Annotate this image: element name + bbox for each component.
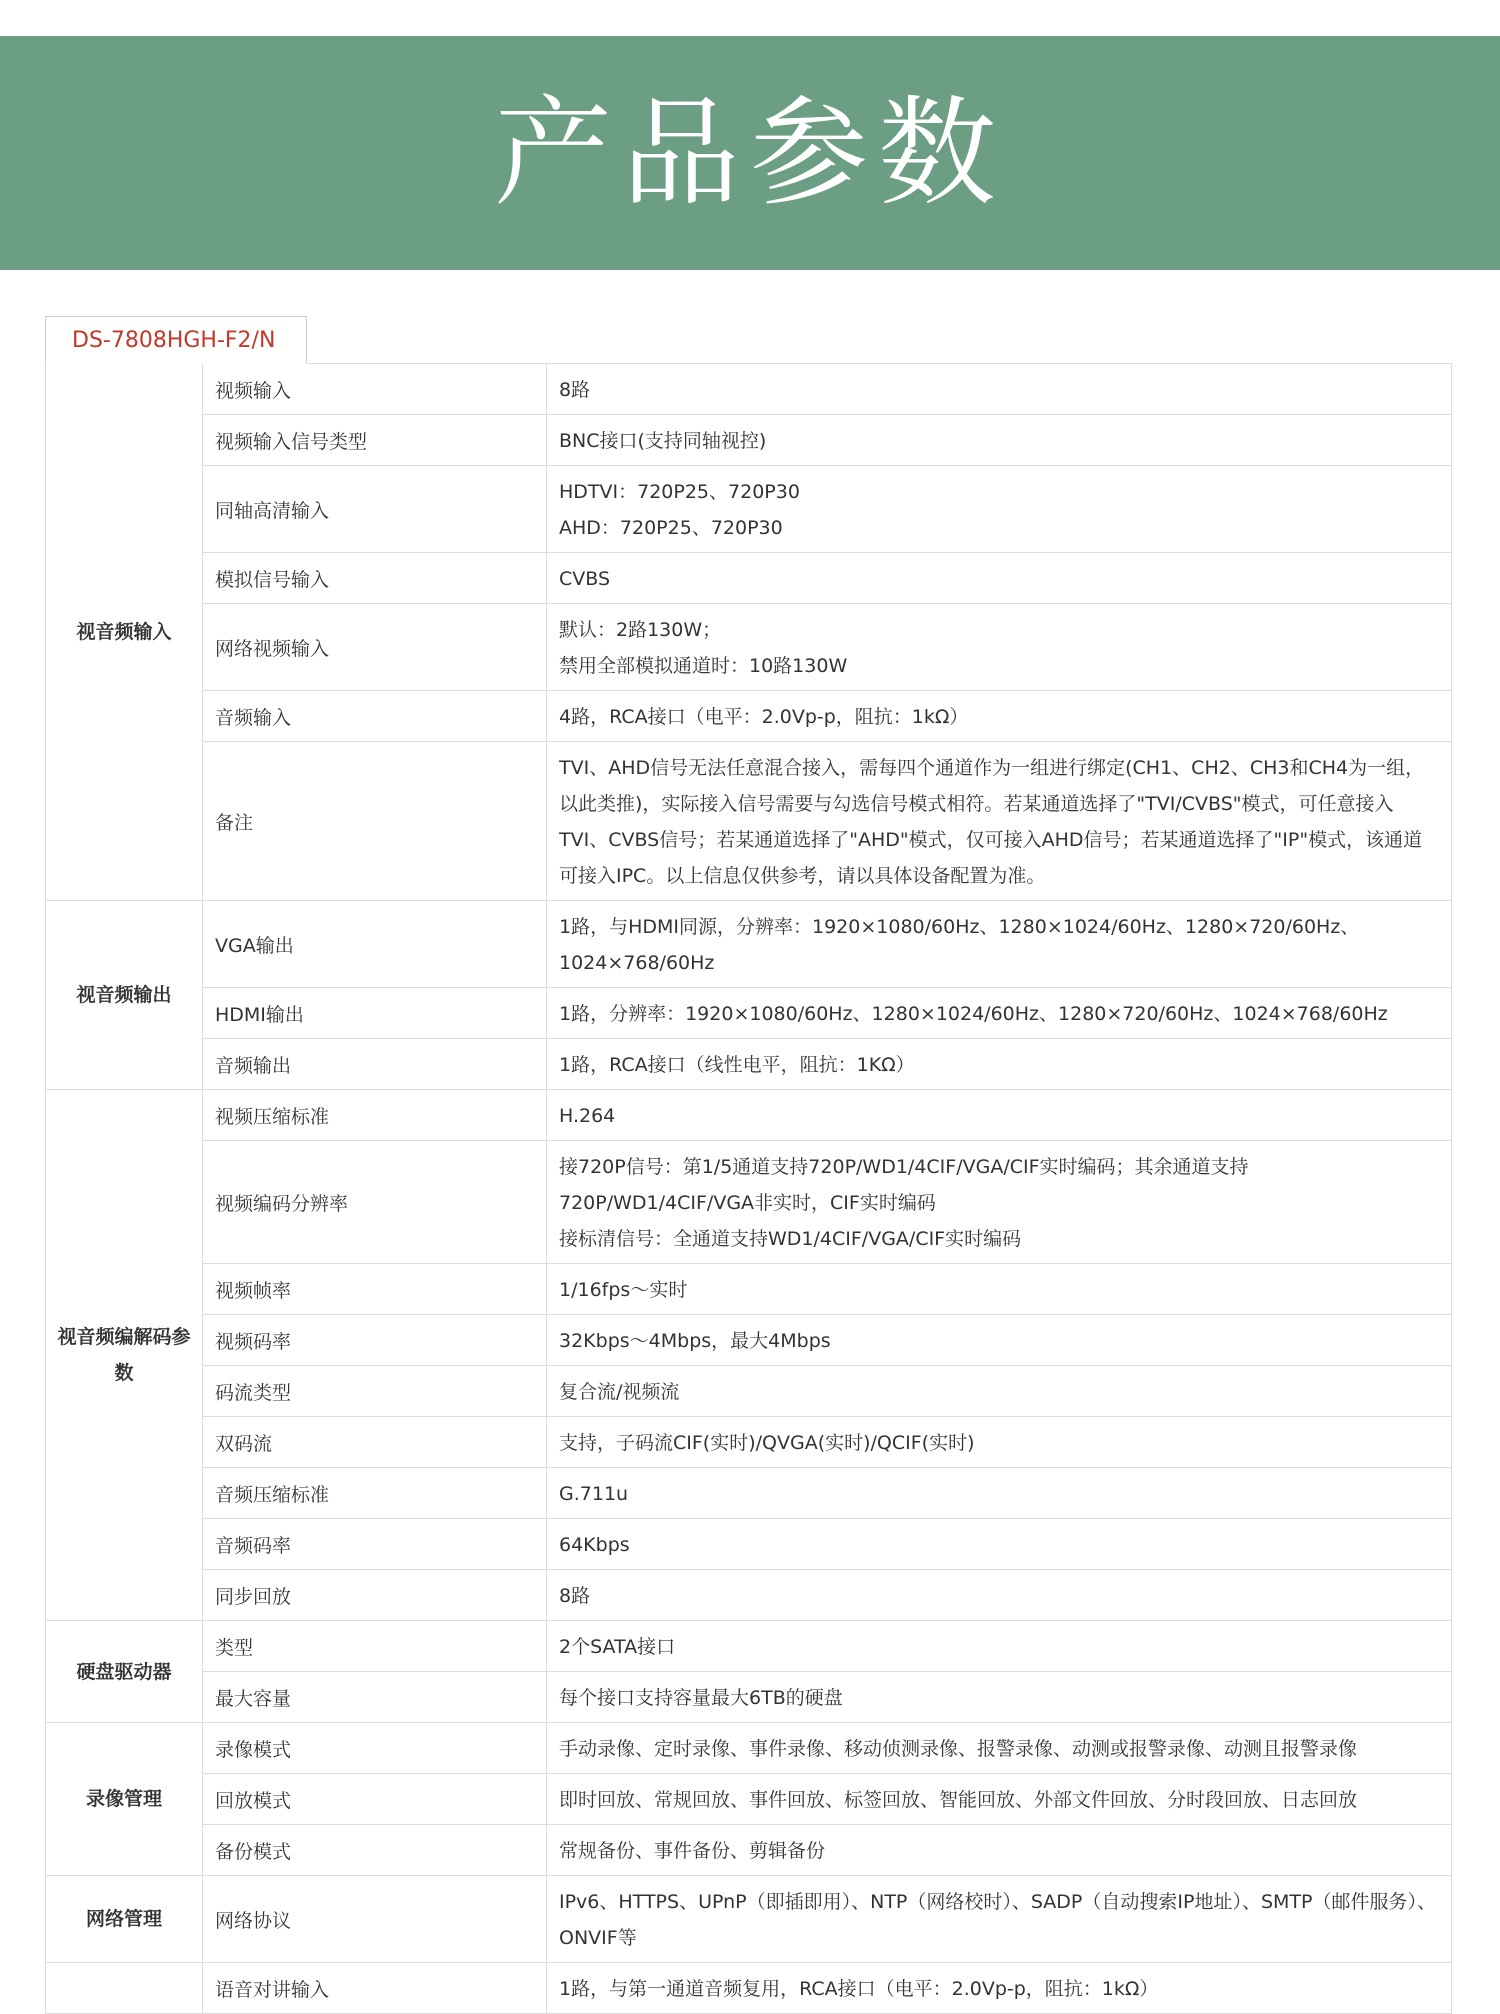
spec-value-line: HDTVI：720P25、720P30	[559, 481, 800, 503]
spec-name: 同步回放	[203, 1570, 547, 1621]
spec-value	[547, 691, 1452, 742]
spec-value	[547, 1774, 1452, 1825]
spec-value	[547, 1621, 1452, 1672]
spec-name: 音频输入	[203, 691, 547, 742]
spec-row	[46, 1825, 1452, 1876]
spec-value	[547, 1723, 1452, 1774]
spec-value-line: 1路，与HDMI同源，分辨率：1920×1080/60Hz、1280×1024/60Hz、1280×720/60Hz、1024×768/60Hz	[559, 916, 1360, 974]
spec-value-line: 禁用全部模拟通道时：10路130W	[559, 655, 848, 677]
spec-name: 视频编码分辨率	[203, 1141, 547, 1264]
spec-value	[547, 415, 1452, 466]
spec-value-line: H.264	[559, 1105, 616, 1127]
spec-value	[547, 1876, 1452, 1963]
spec-value	[547, 1090, 1452, 1141]
spec-value-line: 1/16fps～实时	[559, 1279, 688, 1301]
spec-row	[46, 988, 1452, 1039]
category-cell: 录像管理	[46, 1723, 203, 1876]
spec-row	[46, 1468, 1452, 1519]
spec-row	[46, 1774, 1452, 1825]
spec-row	[46, 1672, 1452, 1723]
spec-value	[547, 604, 1452, 691]
spec-name: VGA输出	[203, 901, 547, 988]
spec-row	[46, 1621, 1452, 1672]
spec-name: 视频帧率	[203, 1264, 547, 1315]
spec-value-line: 2个SATA接口	[559, 1636, 676, 1658]
category-cell: 网络管理	[46, 1876, 203, 1963]
spec-value-line: IPv6、HTTPS、UPnP（即插即用）、NTP（网络校时）、SADP（自动搜索IP地址）、SMTP（邮件服务）、ONVIF等	[559, 1891, 1436, 1949]
spec-value-line: 每个接口支持容量最大6TB的硬盘	[559, 1687, 843, 1709]
spec-value-line: 默认：2路130W；	[559, 619, 722, 641]
spec-row	[46, 604, 1452, 691]
spec-value	[547, 1963, 1452, 2014]
spec-row	[46, 1039, 1452, 1090]
category-cell: 硬盘驱动器	[46, 1621, 203, 1723]
spec-value	[547, 1315, 1452, 1366]
spec-row	[46, 1366, 1452, 1417]
spec-value	[547, 1264, 1452, 1315]
spec-row	[46, 901, 1452, 988]
spec-row	[46, 415, 1452, 466]
spec-name: 同轴高清输入	[203, 466, 547, 553]
spec-name: 网络视频输入	[203, 604, 547, 691]
spec-value-line: 8路	[559, 1585, 591, 1607]
category-cell: 视音频输出	[46, 901, 203, 1090]
spec-value	[547, 1468, 1452, 1519]
spec-value-line: 手动录像、定时录像、事件录像、移动侦测录像、报警录像、动测或报警录像、动测且报警录像	[559, 1738, 1358, 1760]
spec-row	[46, 742, 1452, 901]
spec-value-line: BNC接口(支持同轴视控)	[559, 430, 767, 452]
spec-value-line: 8路	[559, 379, 591, 401]
spec-value-line: 接720P信号：第1/5通道支持720P/WD1/4CIF/VGA/CIF实时编码；其余通道支持720P/WD1/4CIF/VGA非实时，CIF实时编码	[559, 1156, 1249, 1214]
spec-value-line: 4路，RCA接口（电平：2.0Vp-p，阻抗：1kΩ）	[559, 706, 969, 728]
spec-value-line: 1路，与第一通道音频复用，RCA接口（电平：2.0Vp-p，阻抗：1kΩ）	[559, 1978, 1159, 2000]
spec-name: 视频压缩标准	[203, 1090, 547, 1141]
spec-value	[547, 1366, 1452, 1417]
spec-value	[547, 901, 1452, 988]
spec-value	[547, 988, 1452, 1039]
spec-name: 网络协议	[203, 1876, 547, 1963]
category-cell	[46, 1963, 203, 2014]
spec-row	[46, 1963, 1452, 2014]
spec-value	[547, 1417, 1452, 1468]
spec-value-line: 32Kbps～4Mbps，最大4Mbps	[559, 1330, 831, 1352]
spec-name: 备份模式	[203, 1825, 547, 1876]
spec-row	[46, 1876, 1452, 1963]
spec-row	[46, 1723, 1452, 1774]
spec-name: 音频压缩标准	[203, 1468, 547, 1519]
spec-name: 语音对讲输入	[203, 1963, 547, 2014]
spec-row	[46, 364, 1452, 415]
spec-value-line: 1路，RCA接口（线性电平，阻抗：1KΩ）	[559, 1054, 915, 1076]
spec-name: 码流类型	[203, 1366, 547, 1417]
spec-value	[547, 1039, 1452, 1090]
spec-value-line: CVBS	[559, 568, 611, 590]
spec-value-line: 即时回放、常规回放、事件回放、标签回放、智能回放、外部文件回放、分时段回放、日志回放	[559, 1789, 1358, 1811]
spec-value	[547, 1570, 1452, 1621]
spec-value-line: 接标清信号：全通道支持WD1/4CIF/VGA/CIF实时编码	[559, 1228, 1022, 1250]
spec-value-line: G.711u	[559, 1483, 629, 1505]
spec-value-line: 支持，子码流CIF(实时)/QVGA(实时)/QCIF(实时)	[559, 1432, 975, 1454]
model-tab[interactable]: DS-7808HGH-F2/N	[45, 316, 307, 364]
spec-name: 视频输入	[203, 364, 547, 415]
spec-value	[547, 742, 1452, 901]
spec-name: 录像模式	[203, 1723, 547, 1774]
spec-name: 类型	[203, 1621, 547, 1672]
spec-name: 双码流	[203, 1417, 547, 1468]
spec-value	[547, 1825, 1452, 1876]
spec-value-line: AHD：720P25、720P30	[559, 517, 783, 539]
spec-row	[46, 1315, 1452, 1366]
spec-row	[46, 1519, 1452, 1570]
spec-row	[46, 1141, 1452, 1264]
spec-name: 备注	[203, 742, 547, 901]
spec-value	[547, 553, 1452, 604]
spec-value	[547, 1672, 1452, 1723]
category-cell: 视音频输入	[46, 364, 203, 901]
spec-name: HDMI输出	[203, 988, 547, 1039]
spec-value-line: 常规备份、事件备份、剪辑备份	[559, 1840, 826, 1862]
spec-table	[45, 363, 1452, 2014]
spec-row	[46, 1570, 1452, 1621]
spec-value-line: TVI、AHD信号无法任意混合接入，需每四个通道作为一组进行绑定(CH1、CH2、CH3和CH4为一组，以此类推)，实际接入信号需要与勾选信号模式相符。若某通道选择了"TVI/CVBS"模式，可任意接入TVI、CVBS信号；若某通道选择了"AHD"模式，仅可接入AHD信号；若某通道选择了"IP"模式，该通道可接入IPC。以上信息仅供参考，请以具体设备配置为准。	[559, 757, 1425, 887]
spec-name: 视频输入信号类型	[203, 415, 547, 466]
spec-value-line: 1路，分辨率：1920×1080/60Hz、1280×1024/60Hz、1280×720/60Hz、1024×768/60Hz	[559, 1003, 1388, 1025]
spec-value	[547, 466, 1452, 553]
spec-value	[547, 1141, 1452, 1264]
category-cell: 视音频编解码参数	[46, 1090, 203, 1621]
spec-name: 最大容量	[203, 1672, 547, 1723]
spec-row	[46, 1264, 1452, 1315]
spec-name: 视频码率	[203, 1315, 547, 1366]
spec-value-line: 64Kbps	[559, 1534, 630, 1556]
spec-row	[46, 466, 1452, 553]
spec-name: 模拟信号输入	[203, 553, 547, 604]
spec-value	[547, 1519, 1452, 1570]
page-title: 产品参数	[493, 84, 1006, 222]
spec-row	[46, 1090, 1452, 1141]
spec-value-line: 复合流/视频流	[559, 1381, 680, 1403]
spec-name: 回放模式	[203, 1774, 547, 1825]
spec-row	[46, 1417, 1452, 1468]
header-banner	[0, 36, 1500, 270]
spec-row	[46, 691, 1452, 742]
spec-name: 音频输出	[203, 1039, 547, 1090]
spec-row	[46, 553, 1452, 604]
spec-name: 音频码率	[203, 1519, 547, 1570]
spec-value	[547, 364, 1452, 415]
